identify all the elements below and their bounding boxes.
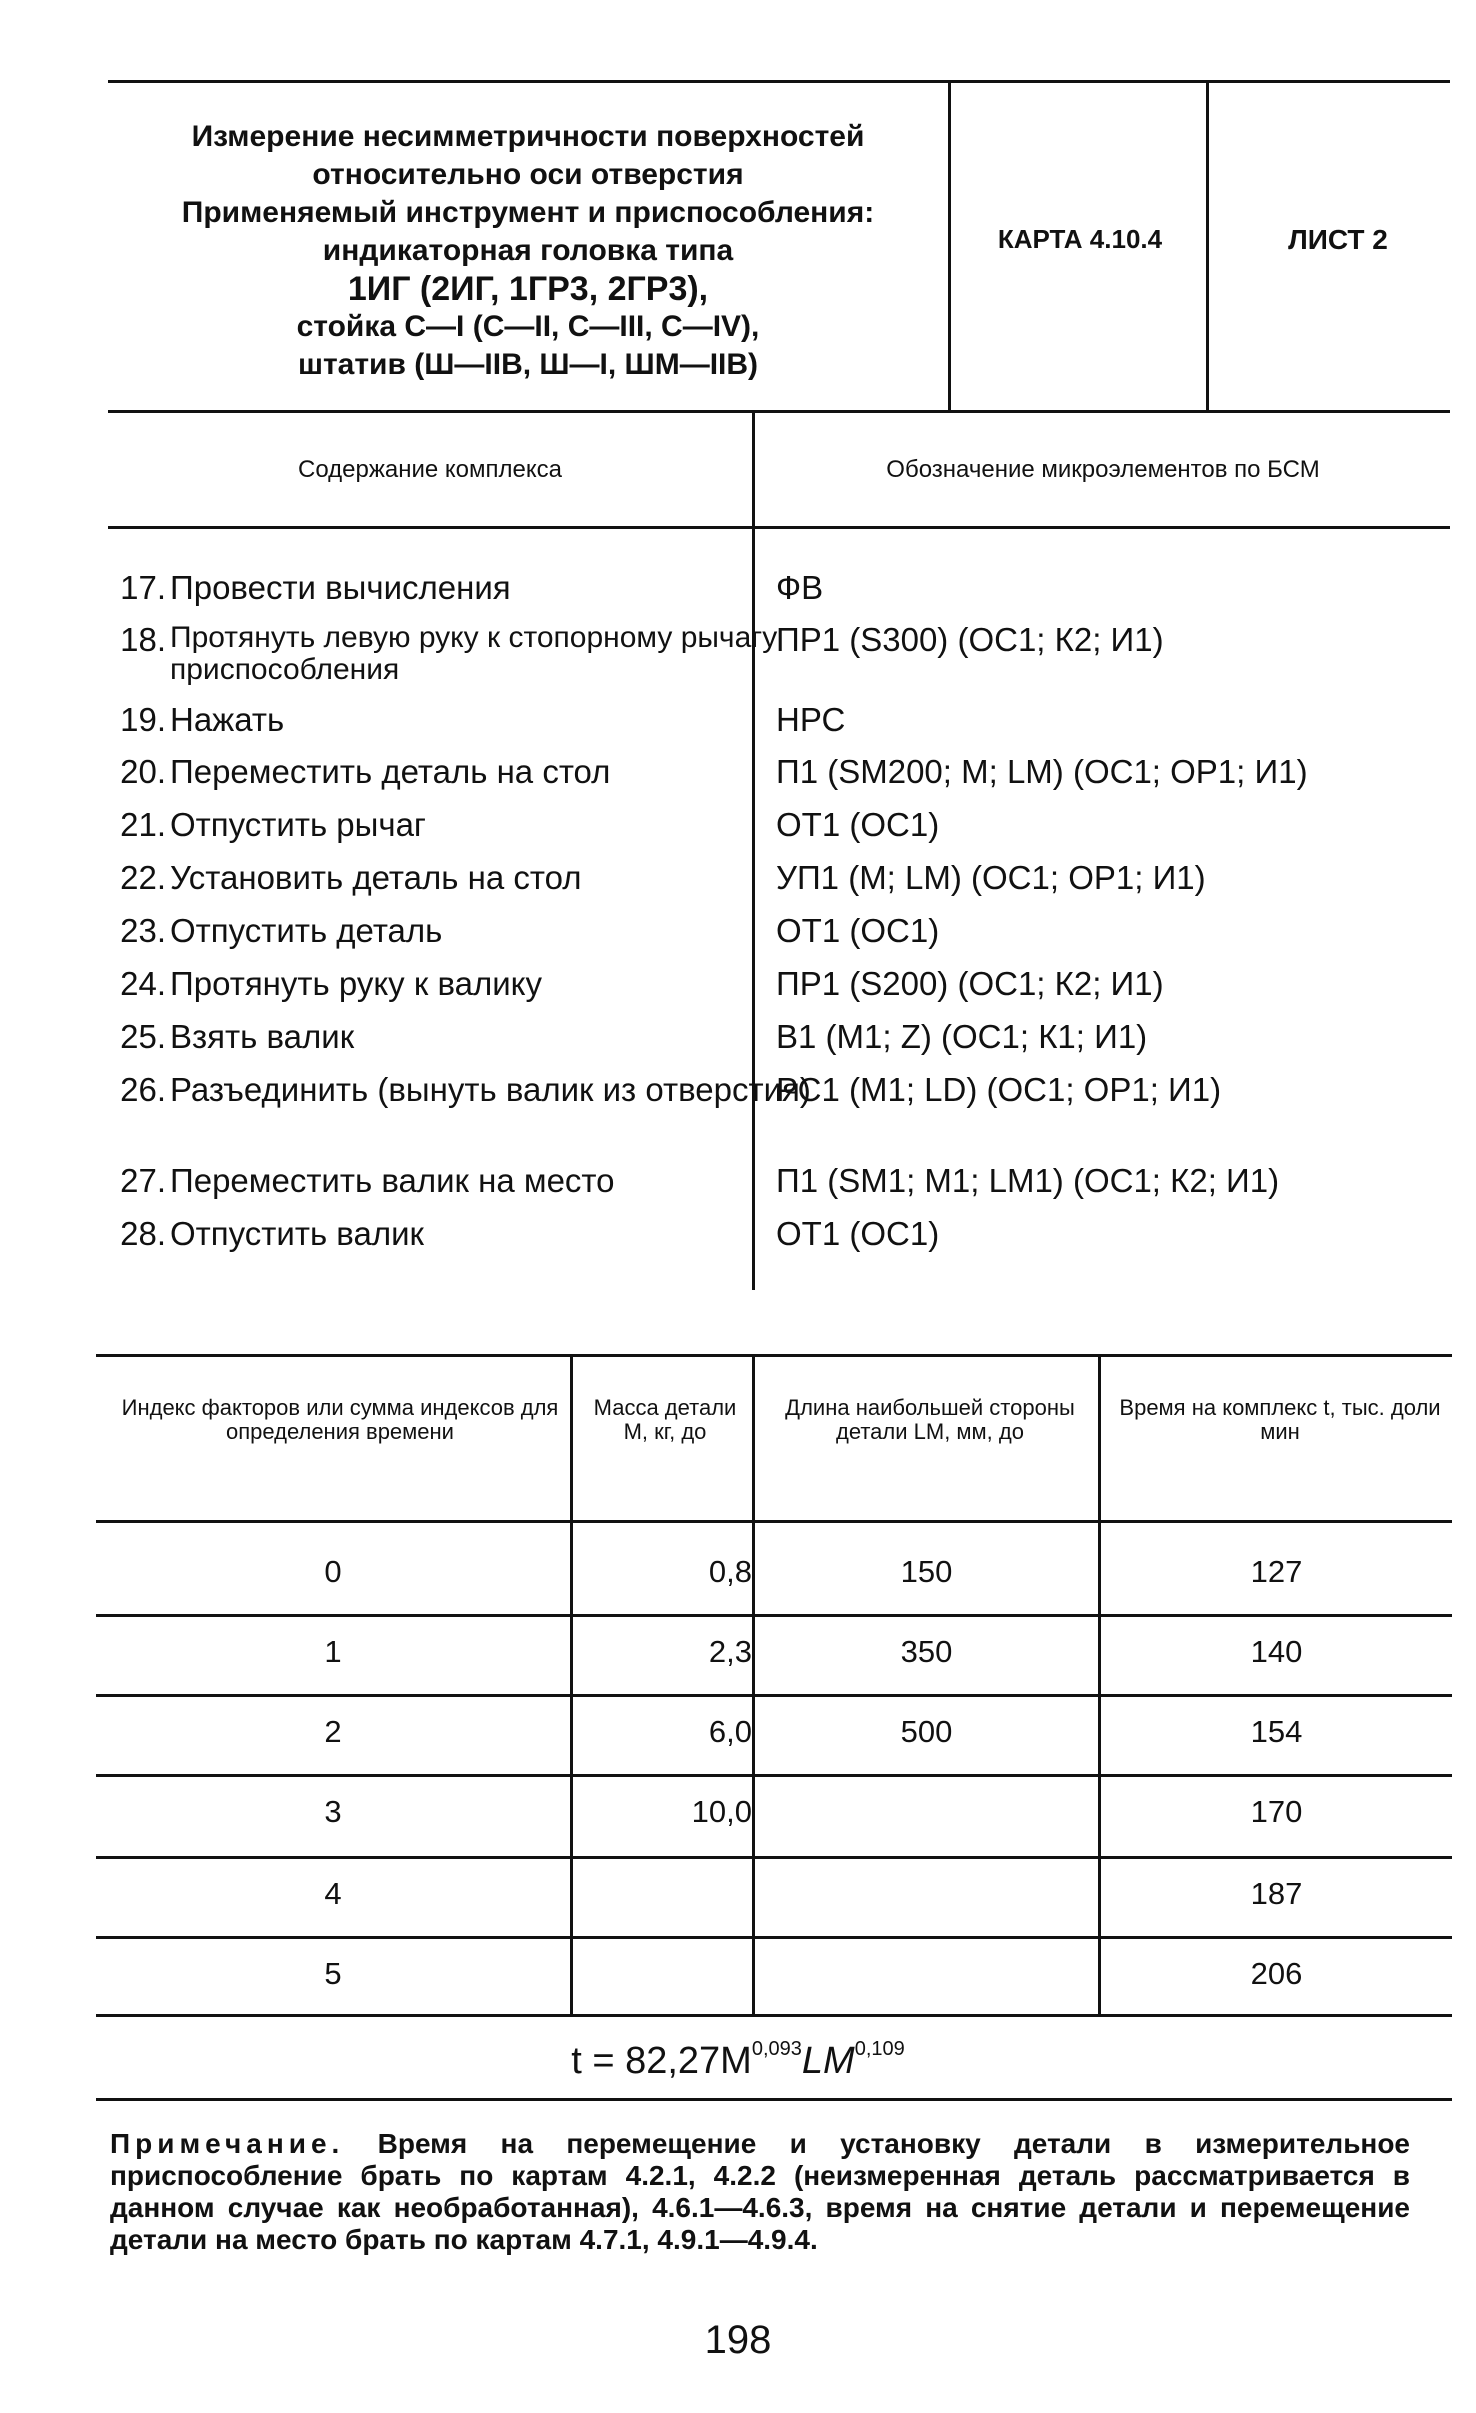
table-cell-time: 127 xyxy=(1250,1554,1303,1589)
step-number: 25. xyxy=(120,1018,166,1055)
table-col-divider-1 xyxy=(570,1354,573,2014)
table-cell-length: 500 xyxy=(900,1714,953,1749)
title-line: штатив (Ш—IIВ, Ш—I, ШМ—IIВ) xyxy=(297,348,759,381)
table-cell-time: 170 xyxy=(1250,1794,1303,1829)
step-row xyxy=(96,1019,1476,1072)
header-divider-2 xyxy=(1206,80,1209,410)
step-code: ОТ1 (ОС1) xyxy=(776,1215,940,1252)
step-row xyxy=(96,966,1476,1019)
step-code: УП1 (М; LM) (ОС1; ОР1; И1) xyxy=(776,859,1206,896)
title-line: 1ИГ (2ИГ, 1ГР3, 2ГР3), xyxy=(347,270,709,308)
table-row-rule xyxy=(96,1694,1452,1697)
step-row xyxy=(96,622,1476,702)
step-text: Переместить деталь на стол xyxy=(170,753,611,790)
header-divider-1 xyxy=(948,80,951,410)
table-cell-index: 0 xyxy=(324,1554,342,1589)
columns-bottom-rule xyxy=(108,526,1450,529)
step-code: П1 (SM1; M1; LM1) (ОС1; К2; И1) xyxy=(776,1162,1280,1199)
step-row xyxy=(96,570,1476,622)
formula-exponent-mass: 0,093 xyxy=(751,2038,802,2061)
table-row-rule xyxy=(96,1936,1452,1939)
step-code: НРС xyxy=(776,701,846,738)
table-cell-index: 3 xyxy=(324,1794,342,1829)
step-code: РС1 (М1; LD) (ОС1; ОР1; И1) xyxy=(776,1071,1222,1108)
time-formula xyxy=(0,2040,1476,2083)
title-line: стойка С—I (С—II, С—III, С—IV), xyxy=(296,310,760,343)
title-line: Измерение несимметричности поверхностей xyxy=(191,120,865,153)
step-text: Провести вычисления xyxy=(170,569,511,606)
sheet-number: ЛИСТ 2 xyxy=(1288,224,1388,255)
step-text: Установить деталь на стол xyxy=(170,859,582,896)
table-row-rule xyxy=(96,1856,1452,1859)
table-bottom-rule xyxy=(96,2014,1452,2017)
table-cell-index: 5 xyxy=(324,1956,342,1991)
step-code: ФВ xyxy=(776,569,824,606)
table-cell-time: 206 xyxy=(1250,1956,1303,1991)
table-col-divider-3 xyxy=(1098,1354,1101,2014)
note-text: Время на перемещение и установку детали в измерительное приспособление брать по картам 4.2.1, 4.2.2 (неизмеренная деталь рассматривается в данном случае как необработанная), 4.6.1—4.6.3, время на снятие детали и перемещение детали на место брать по картам 4.7.1, 4.9.1—4.9.4. xyxy=(110,2128,1410,2255)
title-line: относительно оси отверстия xyxy=(312,158,744,191)
table-header-mass: Масса детали М, кг, до xyxy=(593,1395,737,1444)
step-number: 24. xyxy=(120,965,166,1002)
step-number: 19. xyxy=(120,701,166,738)
table-cell-time: 154 xyxy=(1250,1714,1303,1749)
formula-lm: LM xyxy=(801,2040,855,2082)
column-header-content: Содержание комплекса xyxy=(297,456,562,483)
step-row xyxy=(96,1216,1476,1269)
step-code: ОТ1 (ОС1) xyxy=(776,806,940,843)
steps-list xyxy=(96,570,1476,1269)
table-cell-mass: 0,8 xyxy=(708,1554,752,1589)
table-row-rule xyxy=(96,1774,1452,1777)
step-text: Протянуть левую руку к стопорному рычагу приспособления xyxy=(170,621,778,686)
step-text: Переместить валик на место xyxy=(170,1162,615,1199)
table-cell-mass: 6,0 xyxy=(708,1714,752,1749)
step-number: 21. xyxy=(120,806,166,843)
header-bottom-rule xyxy=(108,410,1450,413)
step-text: Отпустить рычаг xyxy=(170,806,426,843)
table-cell-time: 140 xyxy=(1250,1634,1303,1669)
card-number: КАРТА 4.10.4 xyxy=(997,224,1163,254)
formula-exponent-length: 0,109 xyxy=(854,2038,905,2061)
step-text: Взять валик xyxy=(170,1018,355,1055)
step-number: 17. xyxy=(120,569,166,606)
step-code: ПР1 (S300) (ОС1; К2; И1) xyxy=(776,621,1164,658)
table-cell-time: 187 xyxy=(1250,1876,1303,1911)
formula-bottom-rule xyxy=(96,2098,1452,2101)
step-number: 18. xyxy=(120,621,166,658)
table-cell-length: 350 xyxy=(900,1634,953,1669)
step-number: 20. xyxy=(120,753,166,790)
table-cell-length: 150 xyxy=(900,1554,953,1589)
table-top-rule xyxy=(96,1354,1452,1357)
step-row xyxy=(96,860,1476,913)
table-cell-index: 2 xyxy=(324,1714,342,1749)
step-number: 27. xyxy=(120,1162,166,1199)
step-row xyxy=(96,702,1476,754)
step-number: 28. xyxy=(120,1215,166,1252)
step-number: 22. xyxy=(120,859,166,896)
step-row xyxy=(96,1163,1476,1216)
top-rule xyxy=(108,80,1450,83)
table-header-index: Индекс факторов или сумма индексов для определения времени xyxy=(121,1395,559,1444)
step-row xyxy=(96,913,1476,966)
column-header-designation: Обозначение микроэлементов по БСМ xyxy=(886,456,1320,483)
title-line: индикаторная головка типа xyxy=(322,234,734,267)
step-text: Разъединить (вынуть валик из отверстия) xyxy=(170,1071,811,1108)
title-line: Применяемый инструмент и приспособления: xyxy=(181,196,875,229)
table-cell-mass: 2,3 xyxy=(708,1634,752,1669)
table-header-rule xyxy=(96,1520,1452,1523)
step-code: ПР1 (S200) (ОС1; К2; И1) xyxy=(776,965,1164,1002)
header-title xyxy=(108,118,948,384)
table-cell-mass: 10,0 xyxy=(691,1794,752,1829)
step-code: ОТ1 (ОС1) xyxy=(776,912,940,949)
step-text: Отпустить деталь xyxy=(170,912,443,949)
table-col-divider-2 xyxy=(752,1354,755,2014)
table-cell-index: 4 xyxy=(324,1876,342,1911)
table-row-rule xyxy=(96,1614,1452,1617)
step-text: Протянуть руку к валику xyxy=(170,965,542,1002)
step-number: 23. xyxy=(120,912,166,949)
step-text: Нажать xyxy=(170,701,285,738)
note-label: Примечание. xyxy=(110,2128,345,2159)
step-row xyxy=(96,1072,1476,1163)
table-header-time: Время на комплекс t, тыс. доли мин xyxy=(1119,1395,1441,1444)
note xyxy=(110,2128,1410,2256)
table-header-length: Длина наибольшей стороны детали LM, мм, до xyxy=(785,1395,1075,1444)
step-number: 26. xyxy=(120,1071,166,1108)
step-row xyxy=(96,754,1476,807)
table-cell-index: 1 xyxy=(324,1634,342,1669)
step-text: Отпустить валик xyxy=(170,1215,424,1252)
page-number: 198 xyxy=(704,2318,772,2362)
step-row xyxy=(96,807,1476,860)
step-code: В1 (М1; Z) (ОС1; К1; И1) xyxy=(776,1018,1148,1055)
formula-lhs: t = 82,27M xyxy=(571,2040,752,2082)
step-code: П1 (SM200; М; LM) (ОС1; ОР1; И1) xyxy=(776,753,1308,790)
